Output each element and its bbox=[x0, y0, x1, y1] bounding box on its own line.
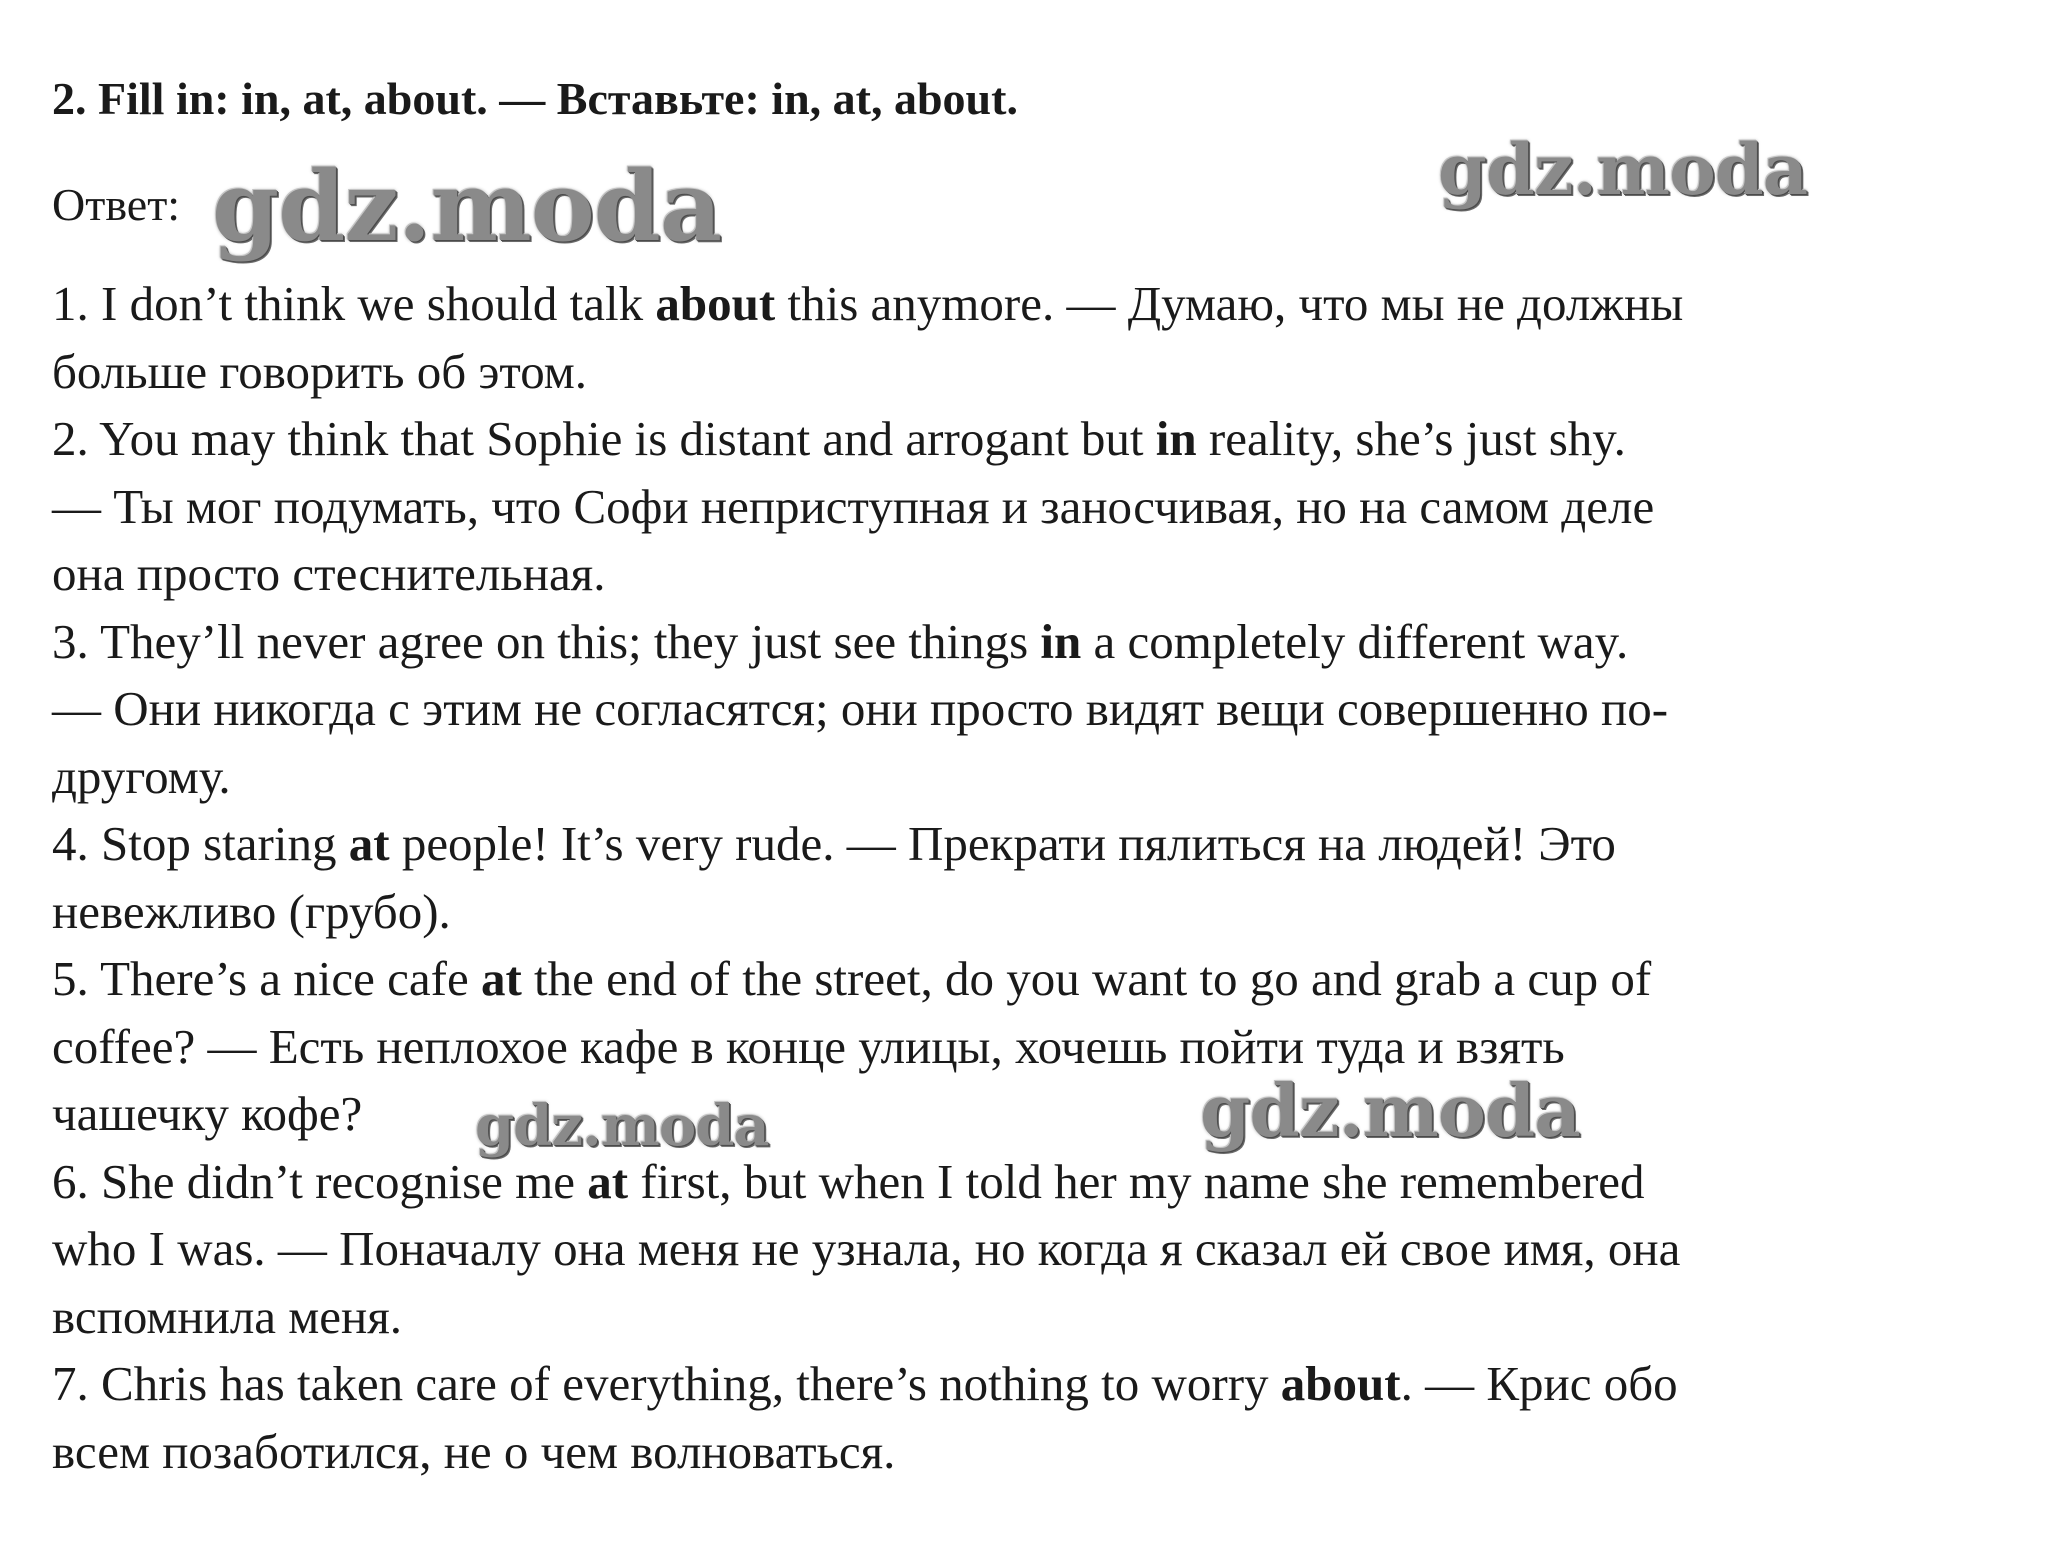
answer-keyword: at bbox=[480, 951, 522, 1006]
answer-keyword: at bbox=[587, 1153, 629, 1209]
text-line: — Они никогда с этим не согласятся; они просто видят вещи совершенно по- bbox=[52, 681, 1669, 736]
text-line: 6. She didn’t recognise me at first, but when I told her my name she remembered bbox=[52, 1153, 1645, 1209]
answer-keyword: in bbox=[1040, 613, 1082, 669]
watermark: gdz.moda bbox=[1438, 128, 1808, 211]
text-line: 3. They’ll never agree on this; they just see things in a completely different way. bbox=[52, 613, 1629, 669]
text-line: всем позаботился, не о чем волноваться. bbox=[52, 1423, 896, 1479]
text-line: coffee? — Есть неплохое кафе в конце улицы, хочешь пойти туда и взять bbox=[52, 1018, 1565, 1074]
watermark: gdz.moda bbox=[212, 150, 722, 263]
answer-label: Ответ: bbox=[52, 179, 181, 230]
answer-keyword: about bbox=[1280, 1356, 1401, 1411]
text-line: чашечку кофе? bbox=[52, 1086, 363, 1141]
text-line: 5. There’s a nice cafe at the end of the street, do you want to go and grab a cup of bbox=[52, 951, 1652, 1006]
watermark: gdz.moda bbox=[475, 1093, 769, 1159]
text-line: 4. Stop staring at people! It’s very rude. — Прекрати пялиться на людей! Это bbox=[52, 816, 1616, 871]
answer-text bbox=[52, 270, 2022, 1485]
text-line: — Ты мог подумать, что Софи неприступная и заносчивая, но на самом деле bbox=[52, 478, 1655, 534]
text-line: больше говорить об этом. bbox=[52, 343, 588, 399]
text-line: who I was. — Поначалу она меня не узнала, но когда я сказал ей свое имя, она bbox=[52, 1221, 1681, 1276]
text-line: 7. Chris has taken care of everything, there’s nothing to worry about. — Крис обо bbox=[52, 1356, 1678, 1411]
text-line: невежливо (грубо). bbox=[52, 883, 451, 939]
text-line: 1. I don’t think we should talk about this anymore. — Думаю, что мы не должны bbox=[52, 276, 1684, 331]
text-line: она просто стеснительная. bbox=[52, 546, 606, 601]
watermark: gdz.moda bbox=[1200, 1068, 1580, 1153]
text-line: 2. You may think that Sophie is distant and arrogant but in reality, she’s just shy. bbox=[52, 411, 1626, 466]
text-line: другому. bbox=[52, 748, 231, 804]
text-line: вспомнила меня. bbox=[52, 1288, 403, 1344]
answer-keyword: about bbox=[655, 276, 776, 331]
answer-keyword: in bbox=[1155, 411, 1197, 466]
answer-keyword: at bbox=[348, 816, 390, 871]
exercise-heading: 2. Fill in: in, at, about. — Вставьте: in, at, about. bbox=[52, 73, 1018, 124]
